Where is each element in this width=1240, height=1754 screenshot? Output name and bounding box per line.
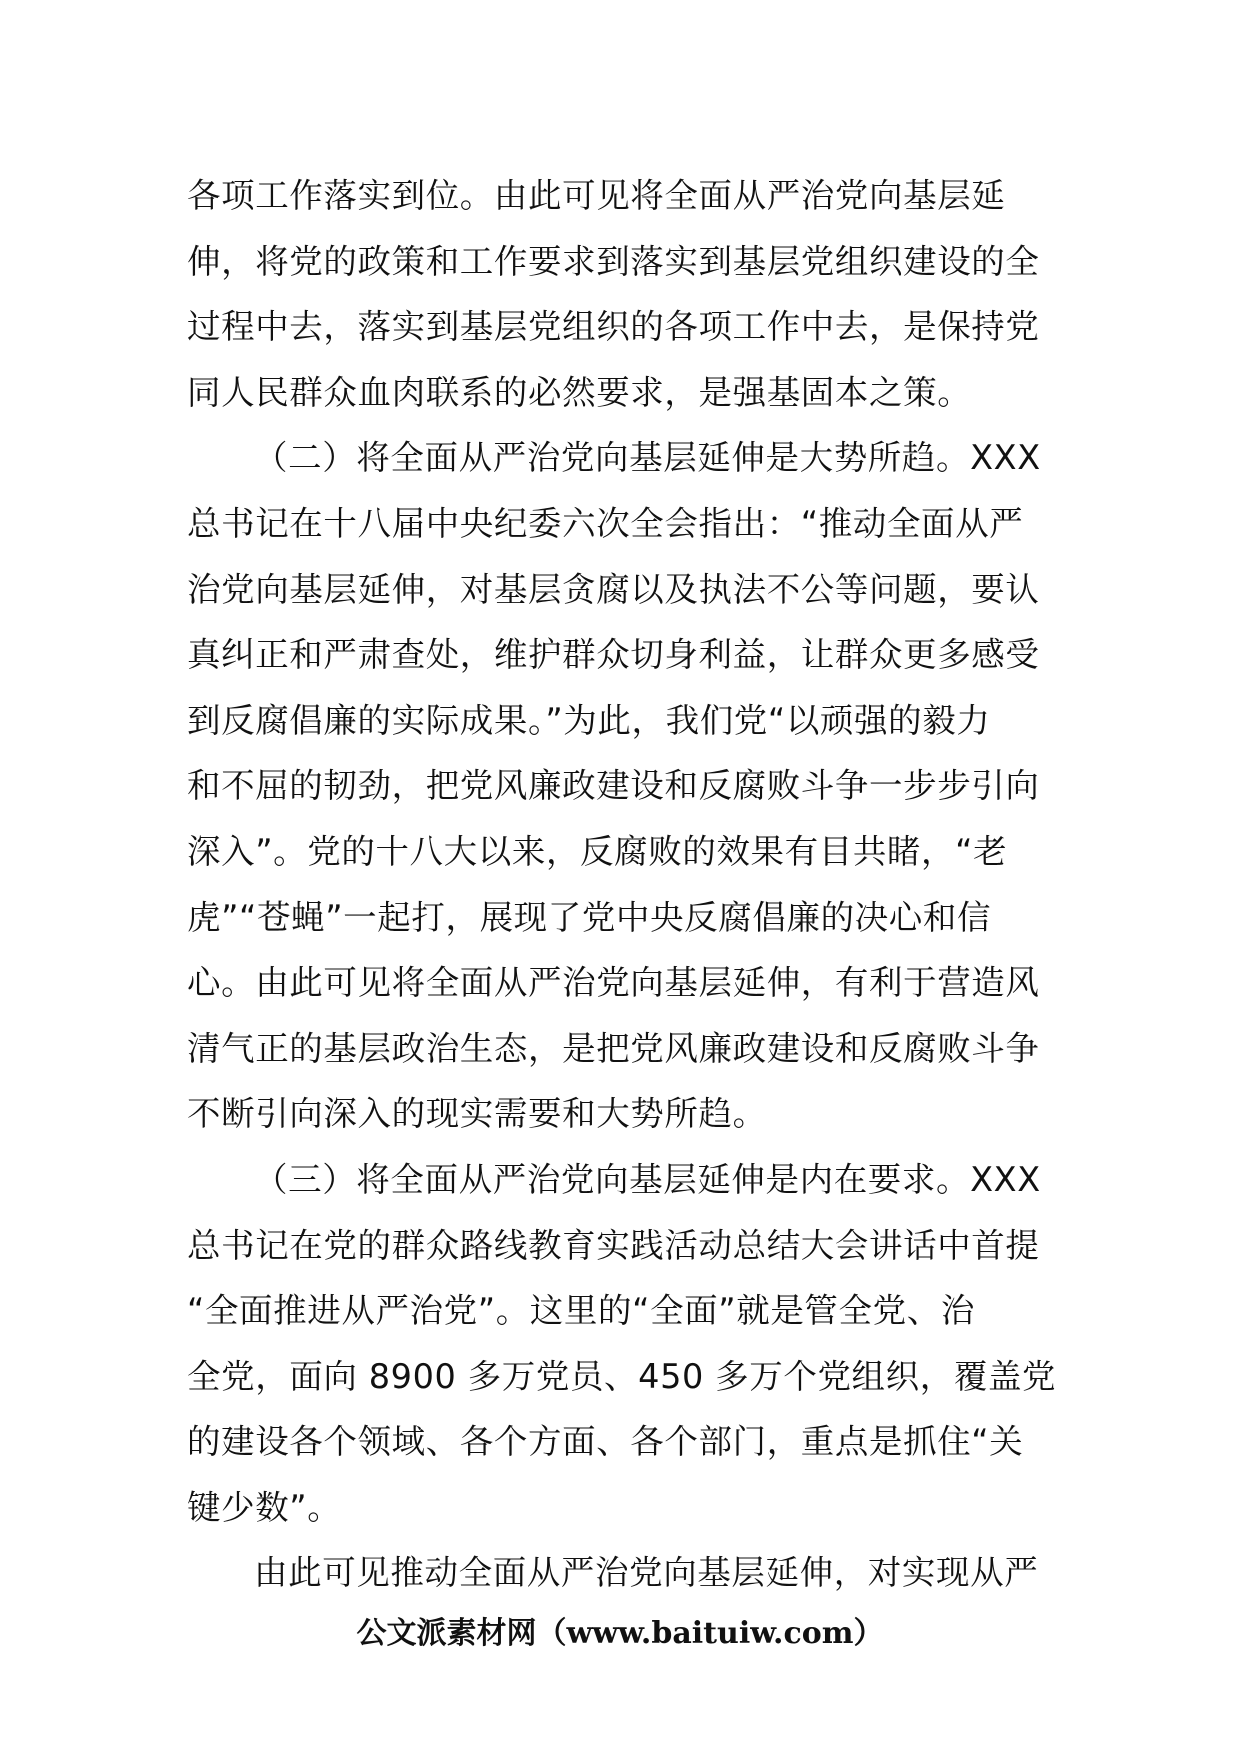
paragraph-line: 伸，将党的政策和工作要求到落实到基层党组织建设的全 <box>187 241 1040 281</box>
paragraph-line: 心。由此可见将全面从严治党向基层延伸，有利于营造风 <box>187 963 1040 1003</box>
paragraph-line: 和不屈的韧劲，把党风廉政建设和反腐败斗争一步步引向 <box>187 766 1040 806</box>
paragraph-line: 总书记在党的群众路线教育实践活动总结大会讲话中首提 <box>187 1225 1040 1265</box>
body-text <box>187 163 1057 1606</box>
footer-source: 公文派素材网（www.baituiw.com） <box>356 1616 884 1651</box>
paragraph-line: （二）将全面从严治党向基层延伸是大势所趋。XXX <box>254 438 1041 478</box>
paragraph-line: 总书记在十八届中央纪委六次全会指出：“推动全面从严 <box>187 503 1024 543</box>
paragraph-line: 真纠正和严肃查处，维护群众切身利益，让群众更多感受 <box>187 635 1040 675</box>
paragraph-line: “全面推进从严治党”。这里的“全面”就是管全党、治 <box>187 1291 975 1331</box>
paragraph-line: 过程中去，落实到基层党组织的各项工作中去，是保持党 <box>187 307 1040 347</box>
paragraph-line: 由此可见推动全面从严治党向基层延伸，对实现从严 <box>254 1553 1039 1593</box>
paragraph-line: 到反腐倡廉的实际成果。”为此，我们党“以顽强的毅力 <box>187 700 991 740</box>
paragraph-line: 同人民群众血肉联系的必然要求，是强基固本之策。 <box>187 372 972 412</box>
paragraph-line: 的建设各个领域、各个方面、各个部门，重点是抓住“关 <box>187 1422 1024 1462</box>
paragraph-line: 虎”“苍蝇”一起打，展现了党中央反腐倡廉的决心和信 <box>187 897 992 937</box>
paragraph-line: （三）将全面从严治党向基层延伸是内在要求。XXX <box>254 1159 1041 1199</box>
paragraph-line: 治党向基层延伸，对基层贪腐以及执法不公等问题，要认 <box>187 569 1040 609</box>
paragraph-line: 键少数”。 <box>187 1487 342 1527</box>
paragraph-line: 深入”。党的十八大以来，反腐败的效果有目共睹，“老 <box>187 831 1008 871</box>
paragraph-line: 不断引向深入的现实需要和大势所趋。 <box>187 1094 767 1134</box>
paragraph-line: 清气正的基层政治生态，是把党风廉政建设和反腐败斗争 <box>187 1028 1040 1068</box>
paragraph-line: 各项工作落实到位。由此可见将全面从严治党向基层延 <box>187 176 1006 215</box>
paragraph-line: 全党，面向 8900 多万党员、450 多万个党组织，覆盖党 <box>187 1356 1057 1396</box>
